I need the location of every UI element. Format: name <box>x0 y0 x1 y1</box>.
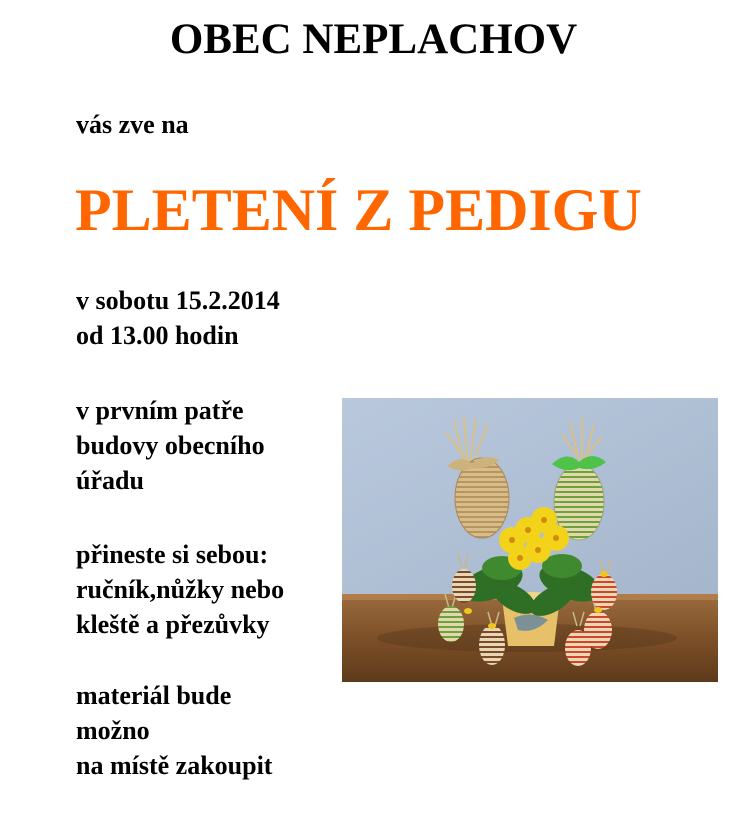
material-block <box>76 678 272 783</box>
location-line-1: v prvním patře <box>76 396 244 425</box>
date-line: v sobotu 15.2.2014 <box>76 286 280 315</box>
schedule-block <box>76 283 280 353</box>
location-block <box>76 393 265 498</box>
page-title: OBEC NEPLACHOV <box>169 16 578 63</box>
event-name: PLETENÍ Z PEDIGU <box>75 177 642 243</box>
bring-line-1: přineste si sebou: <box>76 540 269 569</box>
bring-line-2: ručník,nůžky nebo <box>76 575 285 604</box>
location-line-3: úřadu <box>76 466 144 495</box>
bring-block <box>76 537 284 642</box>
material-line-3: na místě zakoupit <box>76 751 273 780</box>
invite-text: vás zve na <box>76 110 189 139</box>
location-line-2: budovy obecního <box>76 431 265 460</box>
material-line-2: možno <box>76 716 150 745</box>
bring-line-3: kleště a přezůvky <box>76 610 270 639</box>
wicker-eggs-photo <box>342 398 718 682</box>
material-line-1: materiál bude <box>76 681 232 710</box>
time-line: od 13.00 hodin <box>76 321 239 350</box>
